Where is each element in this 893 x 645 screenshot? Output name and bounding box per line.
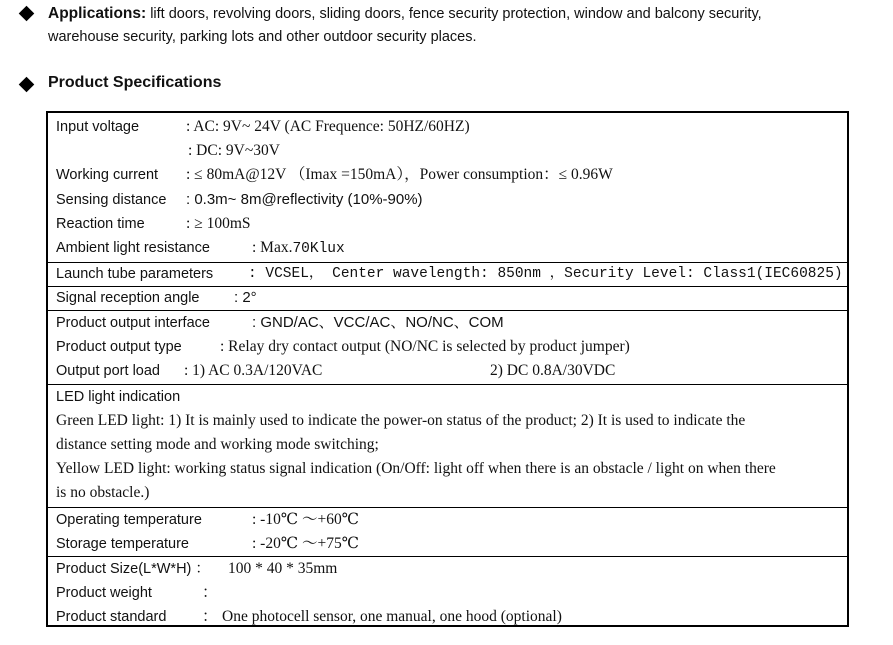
spec-label: Product Size(L*W*H) ： — [56, 561, 210, 577]
spec-section-signal-angle — [48, 286, 847, 311]
spec-label: Product weight — [56, 585, 152, 601]
spec-label: Product output interface — [56, 315, 210, 331]
spec-label: Input voltage — [56, 119, 140, 135]
spec-value: : DC: 9V~30V — [188, 142, 280, 159]
spec-value: : ≤ 80mA@12V （Imax =150mA），Power consumption：≤ 0.96W — [186, 166, 613, 183]
spec-section-launch-tube — [48, 262, 847, 287]
spec-value: : 2° — [234, 289, 257, 306]
spec-row-ambient-light — [56, 236, 345, 260]
spec-value: : -20℃ ～+75℃ — [252, 535, 360, 552]
applications-label: Applications: — [48, 5, 147, 22]
spec-value-prefix: : Max. — [252, 239, 293, 256]
spec-value: ： — [202, 584, 218, 601]
spec-value — [252, 236, 345, 261]
spec-value: : Relay dry contact output (NO/NC is selected by product jumper) — [220, 338, 630, 355]
spec-value: One photocell sensor, one manual, one hood (optional) — [222, 608, 562, 625]
spec-row-size — [56, 557, 338, 581]
spec-label: Storage temperature — [56, 536, 189, 552]
spec-row-output-interface — [56, 311, 504, 335]
spec-section-temperature — [48, 507, 847, 557]
spec-value: : AC: 9V~ 24V (AC Frequence: 50HZ/60HZ) — [186, 118, 470, 135]
spec-row-operating-temp — [56, 508, 360, 532]
spec-section-output — [48, 310, 847, 385]
applications-line1: lift doors, revolving doors, sliding doors, fence security protection, window and balcony security, — [146, 6, 762, 22]
spec-value: : ≥ 100mS — [186, 215, 251, 232]
spec-value: : GND/AC、VCC/AC、NO/NC、COM — [252, 314, 504, 331]
spec-heading: Product Specifications — [48, 74, 222, 91]
spec-label: Working current — [56, 167, 159, 183]
spec-row-sensing-distance — [56, 188, 423, 212]
spec-value-2: 2) DC 0.8A/30VDC — [490, 362, 616, 379]
spec-label: Sensing distance — [56, 192, 167, 208]
spec-label: Ambient light resistance — [56, 240, 210, 256]
spec-row-input-voltage — [56, 115, 470, 139]
spec-label: Product output type — [56, 339, 182, 355]
spec-label: Operating temperature — [56, 512, 202, 528]
spec-value-mono: 70Klux — [292, 241, 345, 257]
spec-row-led-green-2: distance setting mode and working mode switching; — [56, 436, 379, 453]
spec-row-storage-temp — [56, 532, 360, 556]
spec-value: : VCSEL， Center wavelength: 850nm ，Security Level: Class1(IEC60825) — [248, 266, 843, 282]
diamond-bullet-icon — [19, 6, 35, 22]
spec-row-led-heading — [56, 385, 180, 409]
spec-row-weight — [56, 581, 218, 605]
spec-table — [46, 111, 849, 627]
spec-row-launch-tube — [56, 262, 843, 286]
spec-row-working-current — [56, 163, 613, 187]
spec-section-product — [48, 556, 847, 629]
spec-row-output-load — [56, 359, 616, 383]
spec-label: Signal reception angle — [56, 290, 200, 306]
spec-label: Output port load — [56, 363, 160, 379]
spec-row-signal-angle — [56, 286, 257, 310]
diamond-bullet-icon — [19, 77, 35, 93]
spec-row-led-yellow-1: Yellow LED light: working status signal indication (On/Off: light off when there is an obstacle / light on when there — [56, 460, 776, 477]
spec-row-led-yellow-2: is no obstacle.) — [56, 484, 150, 501]
spec-colon: ： — [202, 608, 218, 625]
spec-label: Launch tube parameters — [56, 266, 214, 282]
applications-text — [48, 2, 848, 49]
spec-section-electrical — [48, 113, 847, 263]
spec-row-standard — [56, 605, 562, 629]
spec-row-output-type — [56, 335, 630, 359]
spec-label: Product standard — [56, 609, 167, 625]
spec-value: : -10℃ ～+60℃ — [252, 511, 360, 528]
spec-label: LED light indication — [56, 389, 181, 405]
spec-label: Reaction time — [56, 216, 145, 232]
spec-row-reaction-time — [56, 212, 251, 236]
spec-row-led-green-1: Green LED light: 1) It is mainly used to indicate the power-on status of the product; 2) It is used to indicate the — [56, 412, 746, 429]
spec-section-led — [48, 384, 847, 508]
spec-value: 100 * 40 * 35mm — [228, 560, 338, 577]
applications-line2: warehouse security, parking lots and other outdoor security places. — [48, 29, 477, 45]
spec-value: : 0.3m~ 8m@reflectivity (10%-90%) — [186, 191, 423, 208]
spec-value: : 1) AC 0.3A/120VAC — [184, 362, 323, 379]
